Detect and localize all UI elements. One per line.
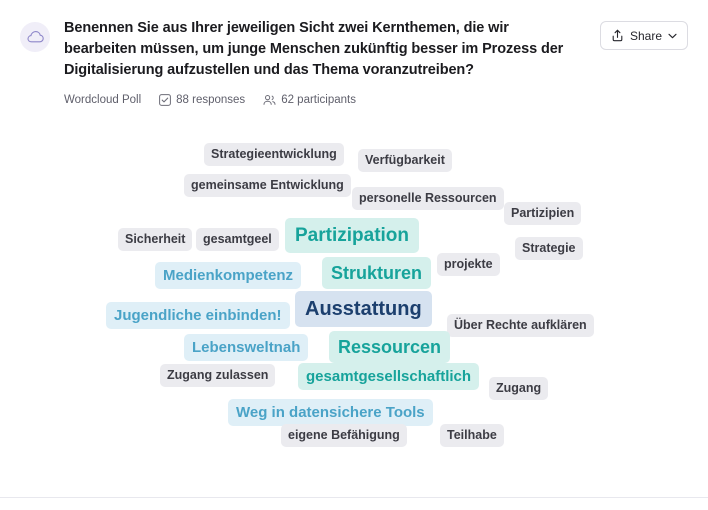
wordcloud-word[interactable]: Zugang [489, 377, 548, 400]
responses-meta [159, 94, 245, 106]
wordcloud-word[interactable]: Zugang zulassen [160, 364, 275, 387]
wordcloud-word[interactable]: eigene Befähigung [281, 424, 407, 447]
share-button-label: Share [629, 28, 662, 43]
responses-label: 88 responses [176, 94, 246, 106]
poll-type [64, 94, 141, 106]
wordcloud-word[interactable]: Über Rechte aufklären [447, 314, 594, 337]
poll-type-label: Wordcloud Poll [64, 94, 142, 106]
wordcloud-word[interactable]: gesamtgesellschaftlich [298, 363, 479, 390]
wordcloud-word[interactable]: Strategie [515, 237, 583, 260]
footer-divider [0, 497, 708, 498]
poll-question: Benennen Sie aus Ihrer jeweiligen Sicht zwei Kernthemen, die wir bearbeiten müssen, um junge Menschen zukünftig besser im Prozess der Digitalisierung aufzustellen und das Thema voranzutreiben? [64, 20, 564, 78]
wordcloud-word[interactable]: Ausstattung [295, 291, 432, 327]
participants-label: 62 participants [281, 94, 356, 106]
wordcloud-icon [20, 22, 50, 52]
wordcloud-word[interactable]: gemeinsame Entwicklung [184, 174, 351, 197]
poll-header [0, 0, 708, 106]
wordcloud-word[interactable]: projekte [437, 253, 500, 276]
wordcloud-word[interactable]: Medienkompetenz [155, 262, 301, 289]
wordcloud [0, 124, 708, 469]
chevron-down-icon [668, 33, 677, 39]
wordcloud-word[interactable]: Lebensweltnah [184, 334, 308, 361]
wordcloud-word[interactable]: Teilhabe [440, 424, 504, 447]
wordcloud-word[interactable]: gesamtgeel [196, 228, 279, 251]
poll-header-main [64, 18, 574, 106]
wordcloud-word[interactable]: Jugendliche einbinden! [106, 302, 290, 329]
wordcloud-word[interactable]: personelle Ressourcen [352, 187, 504, 210]
wordcloud-word[interactable]: Weg in datensichere Tools [228, 399, 433, 426]
poll-meta [64, 94, 574, 106]
participants-meta [263, 94, 356, 106]
wordcloud-word[interactable]: Sicherheit [118, 228, 192, 251]
people-icon [263, 94, 276, 106]
wordcloud-word[interactable]: Strategieentwicklung [204, 143, 344, 166]
wordcloud-word[interactable]: Ressourcen [329, 331, 450, 363]
share-icon [611, 29, 624, 42]
wordcloud-word[interactable]: Strukturen [322, 257, 431, 289]
share-button[interactable] [600, 21, 688, 50]
wordcloud-word[interactable]: Verfügbarkeit [358, 149, 452, 172]
wordcloud-word[interactable]: Partizipation [285, 218, 419, 253]
wordcloud-word[interactable]: Partizipien [504, 202, 581, 225]
check-square-icon [159, 94, 171, 106]
